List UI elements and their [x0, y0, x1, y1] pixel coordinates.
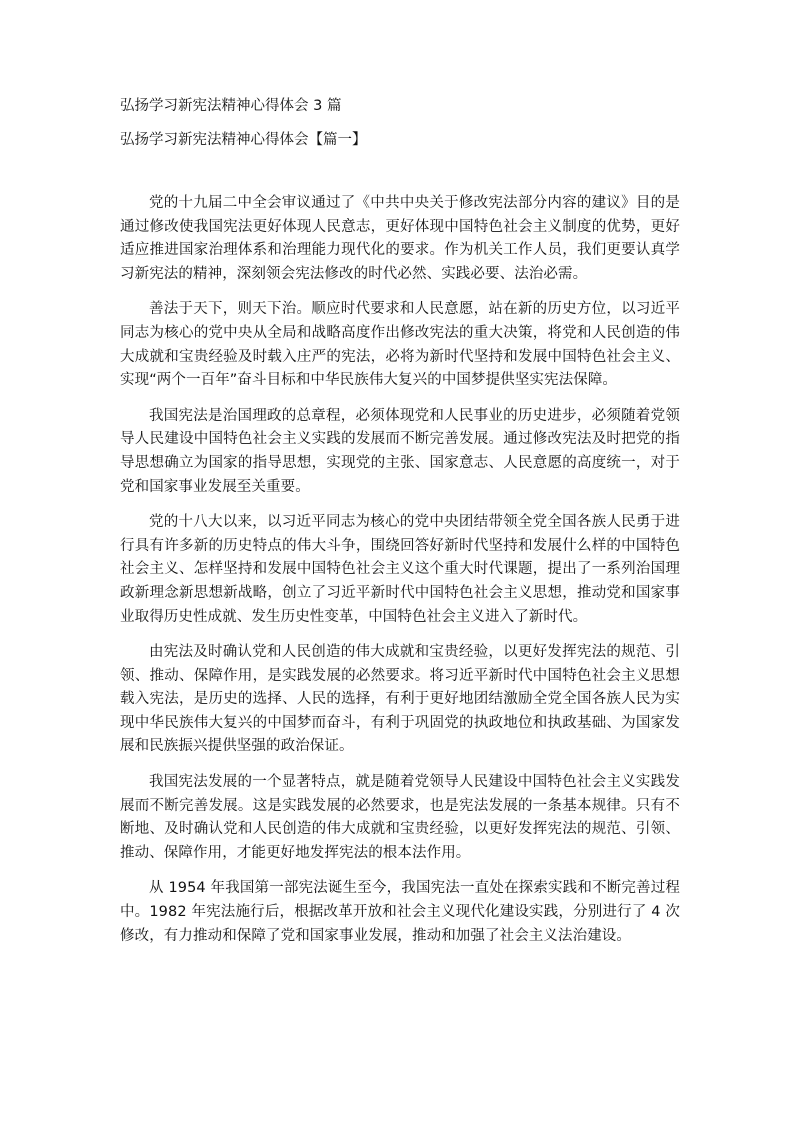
- paragraph-2: 善法于天下，则天下治。顺应时代要求和人民意愿，站在新的历史方位，以习近平同志为核心的党中央从全局和战略高度作出修改宪法的重大决策，将党和人民创造的伟大成就和宝贵经验及时载入庄严的宪法，必将为新时代坚持和发展中国特色社会主义、实现“两个一百年”奋斗目标和中华民族伟大复兴的中国梦提供坚实宪法保障。: [120, 301, 680, 389]
- paragraph-4: 党的十八大以来，以习近平同志为核心的党中央团结带领全党全国各族人民勇于进行具有许多新的历史特点的伟大斗争，围绕回答好新时代坚持和发展什么样的中国特色社会主义、怎样坚持和发展中国特色社会主义这个重大时代课题，提出了一系列治国理政新理念新思想新战略，创立了习近平新时代中国特色社会主义思想，推动党和国家事业取得历史性成就、发生历史性变革，中国特色社会主义进入了新时代。: [120, 514, 680, 625]
- paragraph-6: 我国宪法发展的一个显著特点，就是随着党领导人民建设中国特色社会主义实践发展而不断完善发展。这是实践发展的必然要求，也是宪法发展的一条基本规律。只有不断地、及时确认党和人民创造的伟大成就和宝贵经验，以更好发挥宪法的规范、引领、推动、保障作用，才能更好地发挥宪法的根本法作用。: [120, 774, 680, 861]
- paragraph-3: 我国宪法是治国理政的总章程，必须体现党和人民事业的历史进步，必须随着党领导人民建设中国特色社会主义实践的发展而不断完善发展。通过修改宪法及时把党的指导思想确立为国家的指导思想，实现党的主张、国家意志、人民意愿的高度统一，对于党和国家事业发展至关重要。: [120, 407, 680, 495]
- document-subtitle: 弘扬学习新宪法精神心得体会【篇一】: [120, 132, 367, 148]
- paragraph-7: 从 1954 年我国第一部宪法诞生至今，我国宪法一直处在探索实践和不断完善过程中。1982 年宪法施行后，根据改革开放和社会主义现代化建设实践，分别进行了 4 次修改，有力推动和保障了党和国家事业发展，推动和加强了社会主义法治建设。: [120, 880, 680, 944]
- document-title: 弘扬学习新宪法精神心得体会 3 篇: [120, 98, 342, 114]
- paragraph-1: 党的十九届二中全会审议通过了《中共中央关于修改宪法部分内容的建议》目的是通过修改使我国宪法更好体现人民意志，更好体现中国特色社会主义制度的优势，更好适应推进国家治理体系和治理能力现代化的要求。作为机关工作人员，我们更要认真学习新宪法的精神，深刻领会宪法修改的时代必然、实践必要、法治必需。: [120, 195, 680, 282]
- paragraph-5: 由宪法及时确认党和人民创造的伟大成就和宝贵经验，以更好发挥宪法的规范、引领、推动、保障作用，是实践发展的必然要求。将习近平新时代中国特色社会主义思想载入宪法，是历史的选择、人民的选择，有利于更好地团结激励全党全国各族人民为实现中华民族伟大复兴的中国梦而奋斗，有利于巩固党的执政地位和执政基础、为国家发展和民族振兴提供坚强的政治保证。: [120, 644, 680, 755]
- document-body: [120, 192, 680, 960]
